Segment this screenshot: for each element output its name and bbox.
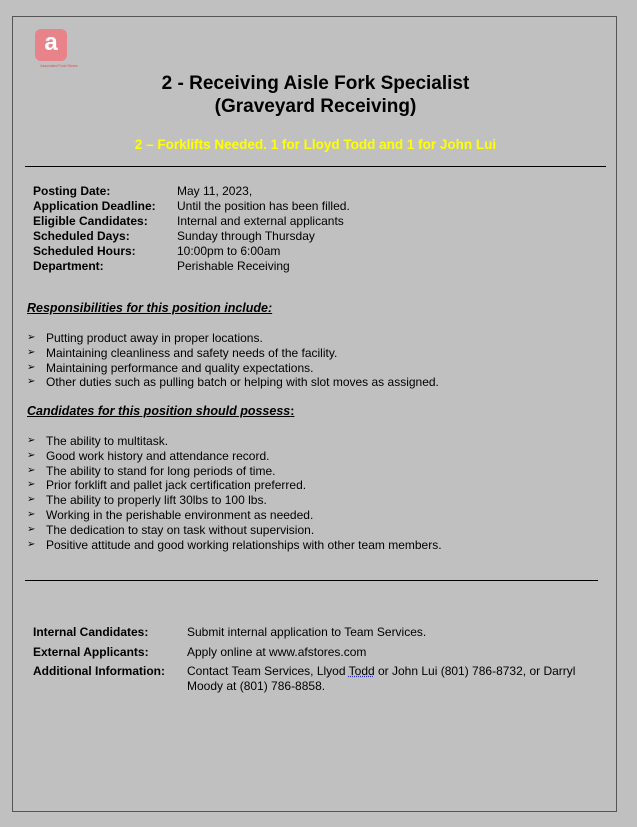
detail-row: Eligible Candidates: Internal and external applicants bbox=[33, 214, 344, 228]
arrow-bullet-icon: ➢ bbox=[27, 508, 36, 520]
list-item: ➢ The ability to multitask. bbox=[27, 434, 169, 448]
apply-online-text: Apply online at www.afstores.com bbox=[187, 644, 367, 659]
arrow-bullet-icon: ➢ bbox=[27, 435, 36, 446]
openings-note: 2 – Forklifts Needed. 1 for Lloyd Todd and 1 for John Lui bbox=[134, 137, 497, 152]
company-logo bbox=[35, 29, 78, 69]
qualifications-heading: Candidates for this position should possess: bbox=[27, 404, 295, 418]
list-item: ➢ The ability to stand for long periods of time. bbox=[27, 463, 276, 478]
posting-details bbox=[33, 184, 350, 274]
contact-row-internal: Internal Candidates: Submit internal application to Team Services. bbox=[33, 625, 427, 639]
arrow-bullet-icon: ➢ bbox=[27, 376, 36, 388]
arrow-bullet-icon: ➢ bbox=[27, 346, 36, 358]
job-title bbox=[13, 72, 618, 118]
logo-tagline: Associated Food Stores bbox=[40, 64, 78, 68]
contact-section bbox=[33, 625, 607, 698]
additional-info-text: Contact Team Services, Llyod Todd or John Lui (801) 786-8732, or Darryl Moody at (801) 786-8858. bbox=[187, 664, 576, 693]
arrow-bullet-icon: ➢ bbox=[27, 538, 36, 550]
list-item: ➢ Positive attitude and good working relationships with other team members. bbox=[27, 537, 442, 552]
detail-row: Department: Perishable Receiving bbox=[33, 259, 290, 273]
arrow-bullet-icon: ➢ bbox=[27, 464, 36, 476]
list-item: ➢ Good work history and attendance record. bbox=[27, 448, 270, 463]
responsibilities-list bbox=[27, 331, 439, 390]
list-item: ➢ The dedication to stay on task without supervision. bbox=[27, 522, 315, 537]
arrow-bullet-icon: ➢ bbox=[27, 494, 36, 506]
list-item: ➢ Maintaining performance and quality expectations. bbox=[27, 360, 314, 375]
arrow-bullet-icon: ➢ bbox=[27, 523, 36, 535]
responsibilities-heading: Responsibilities for this position include: bbox=[27, 301, 273, 315]
qualifications-list bbox=[27, 434, 442, 552]
bottom-divider bbox=[25, 580, 598, 581]
logo-mark-icon: a bbox=[35, 29, 67, 61]
job-title-line2: (Graveyard Receiving) bbox=[214, 96, 417, 117]
arrow-bullet-icon: ➢ bbox=[27, 332, 36, 343]
top-divider bbox=[25, 166, 606, 167]
list-item: ➢ Other duties such as pulling batch or helping with slot moves as assigned. bbox=[27, 375, 439, 390]
contact-row-external: External Applicants: Apply online at www.afstores.com bbox=[33, 645, 607, 660]
document-page bbox=[12, 16, 617, 812]
list-item: ➢ Working in the perishable environment as needed. bbox=[27, 507, 314, 522]
list-item: ➢ Prior forklift and pallet jack certification preferred. bbox=[27, 478, 307, 493]
arrow-bullet-icon: ➢ bbox=[27, 361, 36, 373]
contact-row-additional: Additional Information: Contact Team Services, Llyod Todd or John Lui (801) 786-8732, or Darryl Moody at (801) 786-8858. bbox=[33, 664, 607, 693]
job-title-line1: 2 - Receiving Aisle Fork Specialist bbox=[161, 73, 470, 94]
list-item: ➢ Putting product away in proper locations. bbox=[27, 331, 263, 345]
arrow-bullet-icon: ➢ bbox=[27, 479, 36, 491]
list-item: ➢ Maintaining cleanliness and safety needs of the facility. bbox=[27, 345, 338, 360]
detail-row: Posting Date: May 11, 2023, bbox=[33, 184, 253, 198]
detail-row: Application Deadline: Until the position has been filled. bbox=[33, 199, 350, 213]
detail-row: Scheduled Hours: 10:00pm to 6:00am bbox=[33, 244, 281, 258]
spellcheck-flagged-word: Todd bbox=[348, 664, 375, 678]
arrow-bullet-icon: ➢ bbox=[27, 449, 36, 461]
list-item: ➢ The ability to properly lift 30lbs to 100 lbs. bbox=[27, 493, 267, 508]
detail-row: Scheduled Days: Sunday through Thursday bbox=[33, 229, 315, 243]
